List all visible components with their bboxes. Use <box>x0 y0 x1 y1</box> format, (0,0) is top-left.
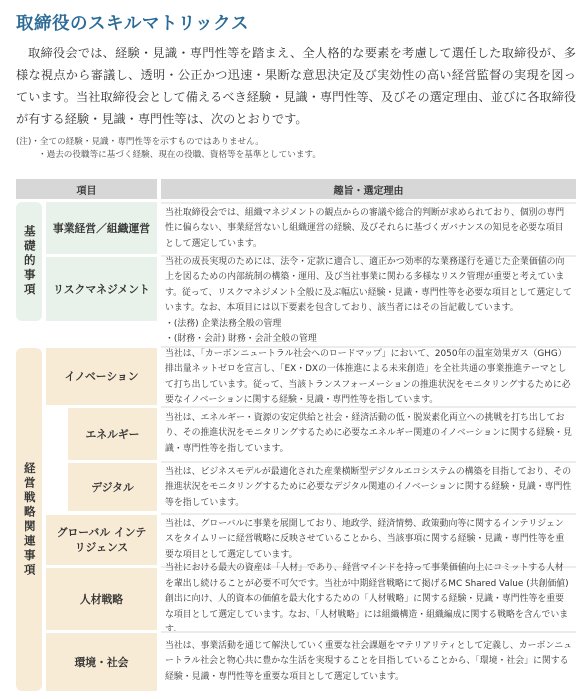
intro-paragraph: 取締役会では、経験・見識・専門性等を踏まえ、全人格的な要素を考慮して選任した取締役が、多様な視点から審議し、透明・公正かつ迅速・果断な意思決定及び実効性の高い経営監督の実現を図っています。当社取締役会として備えるべき経験・見識・専門性等、及びその選定理由、並びに各取締役が有する経験・見識・専門性等は、次のとおりです。 <box>16 46 576 126</box>
group-basic <box>16 202 42 321</box>
row-label-risk-management: リスクマネジメント <box>46 257 157 321</box>
row-desc-digital <box>161 461 576 513</box>
row-text: 当社は、エネルギー・資源の安定供給と社会・経済活動の低・脱炭素化両立への挑戦を打ち出しており、その推進状況をモニタリングするために必要なエネルギー関連のイノベーションに関する経験・見識・専門性等を指しています。 <box>165 412 572 454</box>
header-item: 項目 <box>16 179 157 199</box>
row-label-human-resources: 人材戦略 <box>46 568 157 630</box>
header-reason: 趣旨・選定理由 <box>161 179 576 199</box>
group-strategy-label: 経営戦略関連事項 <box>22 461 37 578</box>
row-label-innovation: イノベーション <box>46 348 157 405</box>
notes <box>16 136 321 162</box>
row-text: 当社における最大の資産は「人材」であり、経営マインドを持って事業価値向上にコミットする人材を輩出し続けることが必要不可欠です。当社が中期経営戦略にて掲げるMC Shared Value (共創価値)創出に向け、人的資本の価値を最大化するための「人材戦略」に関する経験・見識・専門性等を重要な項目として選定しています。なお、「人材戦略」には組織構造・組織編成に関する戦略を含んでいま <box>165 563 569 620</box>
row-text: 当社は、事業活動を通じて解決していく重要な社会課題をマテリアリティとして定義し、カーボンニュートラル社会と物心共に豊かな生活を実現することを目指していることから、「環境・社会」に関する経験・見識・専門性等を重要な項目として選定しています。 <box>165 640 573 682</box>
row-label-energy: エネルギー <box>68 408 157 460</box>
row-desc-risk-management <box>161 255 576 345</box>
row-desc-human-resources <box>161 563 576 632</box>
list-item: ・(法務) 企業法務全般の管理 <box>165 318 282 329</box>
row-desc-environment-society <box>161 631 576 691</box>
row-text: 当社取締役会では、組織マネジメントの観点からの審議や総合的判断が求められており、個別の専門性に偏らない、事業経営ないし組織運営の経験、及びそれらに基づくガバナンスの知見を必要な項目として選定しています。 <box>165 207 565 249</box>
list-item: ・(財務・会計) 財務・会計全般の管理 <box>165 334 317 344</box>
row-desc-business-management <box>161 202 576 254</box>
row-desc-global-intelligence <box>161 513 576 565</box>
row-desc-innovation <box>161 346 576 407</box>
row-text: 当社は、ビジネスモデルが最適化された産業横断型デジタルエコシステムの構築を目指しており、その推進状況をモニタリングするために必要なデジタル関連のイノベーションに関する経験・見識・専門性等を指しています。 <box>165 466 572 508</box>
row-label-text: グローバル インテリジェンス <box>56 526 147 554</box>
row-label-digital: デジタル <box>68 463 157 511</box>
row-text: 当社の成長実現のためには、法令・定款に適合し、適正かつ効率的な業務遂行を通じた企業価値の向上を図るための内部統制の構築・運用、及び当社事業に関わる多様なリスク管理が重要と考えています。従って、リスクマネジメント全般に及ぶ幅広い経験・見識・専門性等を必要な項目として選定しています。なお、本項目には以下要素を包含しており、該当者にはその旨記載しています。 <box>165 256 572 313</box>
note-line: ・過去の役職等に基づく経験、現在の役職、資格等を基準としています。 <box>38 150 321 160</box>
row-label-environment-society: 環境・社会 <box>46 633 157 691</box>
row-label-business-management: 事業経営／組織運営 <box>46 202 157 254</box>
row-label-global-intelligence <box>46 515 157 565</box>
note-line: (注)・全ての経験・見識・専門性等を示すものではありません。 <box>16 137 264 147</box>
row-text: 当社は、「カーボンニュートラル社会へのロードマップ」において、2050年の温室効果ガス（GHG）排出量ネットゼロを宣言し、「EX・DXの一体推進による未来創造」を全社共通の事業推進テーマとして打ち出しています。従って、当該トランスフォーメーションの推進状況をモニタリングするために必要なイノベーションに関する経験・見識・専門性等を指しています。 <box>165 348 571 405</box>
group-strategy <box>16 348 42 691</box>
page-title: 取締役のスキルマトリックス <box>16 14 249 34</box>
skill-matrix-table <box>16 179 576 691</box>
row-text: 当社は、グローバルに事業を展開しており、地政学、経済情勢、政策動向等に関するインテリジェンスをタイムリーに経営戦略に反映させていることから、当該事項に関する経験・見識・専門性等を重要な項目として選定しています。 <box>165 518 565 560</box>
row-desc-energy <box>161 406 576 460</box>
group-basic-label: 基礎的事項 <box>22 225 37 298</box>
